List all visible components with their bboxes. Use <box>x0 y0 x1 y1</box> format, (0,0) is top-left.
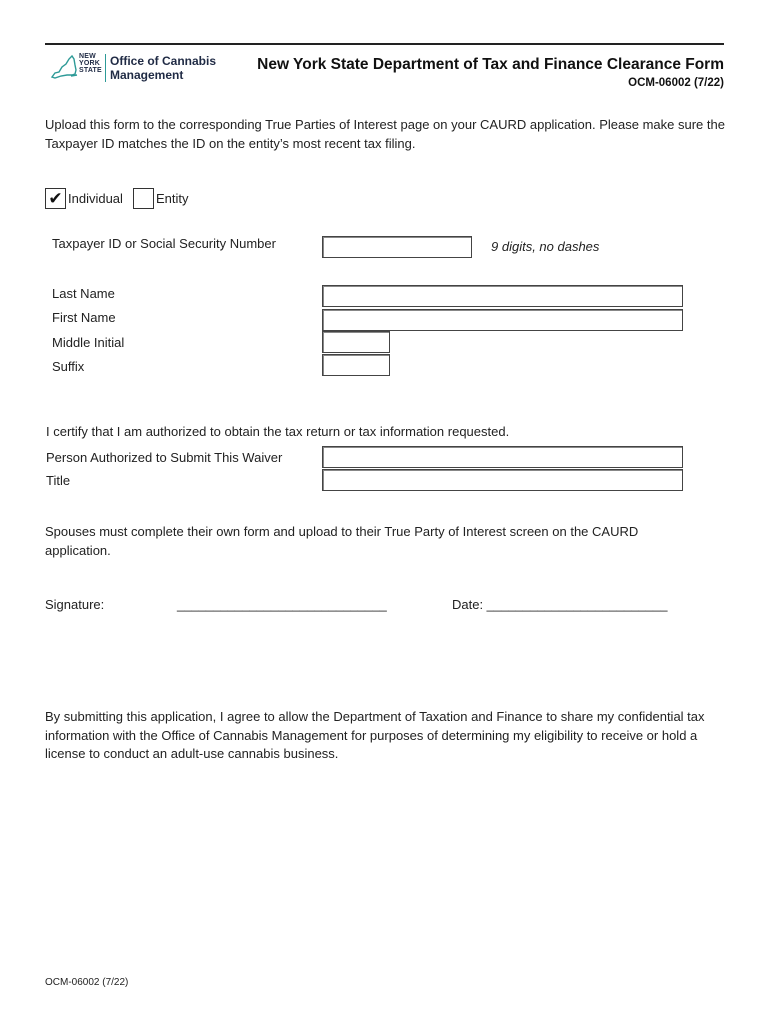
logo-org-name <box>110 54 216 82</box>
form-code: OCM-06002 (7/22) <box>628 77 724 89</box>
consent-text: By submitting this application, I agree to allow the Department of Taxation and Finance to share my confidential tax information with the Office of Cannabis Management for purposes of determining my eligibility to receive or hold a license to conduct an adult-use cannabis business. <box>45 709 705 761</box>
header-rule <box>45 43 724 45</box>
spouse-note: Spouses must complete their own form and upload to their True Party of Interest screen on the CAURD application. <box>45 524 639 558</box>
last-name-label: Last Name <box>52 286 115 301</box>
logo-state-line: NEW <box>79 53 96 60</box>
title-input[interactable] <box>322 469 683 491</box>
first-name-input[interactable] <box>322 309 683 331</box>
logo-state-text <box>79 53 102 74</box>
taxpayer-id-hint: 9 digits, no dashes <box>491 239 600 254</box>
ocm-logo <box>49 53 219 85</box>
footer-form-code: OCM-06002 (7/22) <box>45 977 129 988</box>
last-name-input[interactable] <box>322 285 683 307</box>
first-name-label: First Name <box>52 310 116 325</box>
logo-org-line: Management <box>110 68 184 82</box>
logo-state-line: STATE <box>79 67 102 74</box>
authorized-person-label: Person Authorized to Submit This Waiver <box>46 450 283 465</box>
new-york-state-map-icon <box>49 53 79 83</box>
date-field[interactable]: Date: _________________________ <box>452 597 668 612</box>
logo-org-line: Office of Cannabis <box>110 54 217 68</box>
intro-text: Upload this form to the corresponding True Parties of Interest page on your CAURD application. Please make sure the Taxpayer ID matches the ID on the entity’s most recent tax filing. <box>45 117 725 151</box>
form-title: New York State Department of Tax and Finance Clearance Form <box>257 56 724 73</box>
entity-checkbox[interactable] <box>133 188 154 209</box>
taxpayer-id-input[interactable] <box>322 236 472 258</box>
taxpayer-id-label: Taxpayer ID or Social Security Number <box>52 236 276 251</box>
individual-checkbox[interactable]: ✔ <box>45 188 66 209</box>
title-label: Title <box>46 473 71 488</box>
suffix-label: Suffix <box>52 359 85 374</box>
middle-initial-label: Middle Initial <box>52 335 125 350</box>
suffix-input[interactable] <box>322 354 390 376</box>
signature-label: Signature: <box>45 597 105 612</box>
middle-initial-input[interactable] <box>322 331 390 353</box>
individual-label: Individual <box>68 191 123 206</box>
logo-divider <box>105 54 106 82</box>
entity-label: Entity <box>156 191 189 206</box>
certification-statement: I certify that I am authorized to obtain the tax return or tax information requested. <box>46 424 510 439</box>
signature-line[interactable]: _____________________________ <box>177 597 387 612</box>
authorized-person-input[interactable] <box>322 446 683 468</box>
logo-state-line: YORK <box>79 60 101 67</box>
